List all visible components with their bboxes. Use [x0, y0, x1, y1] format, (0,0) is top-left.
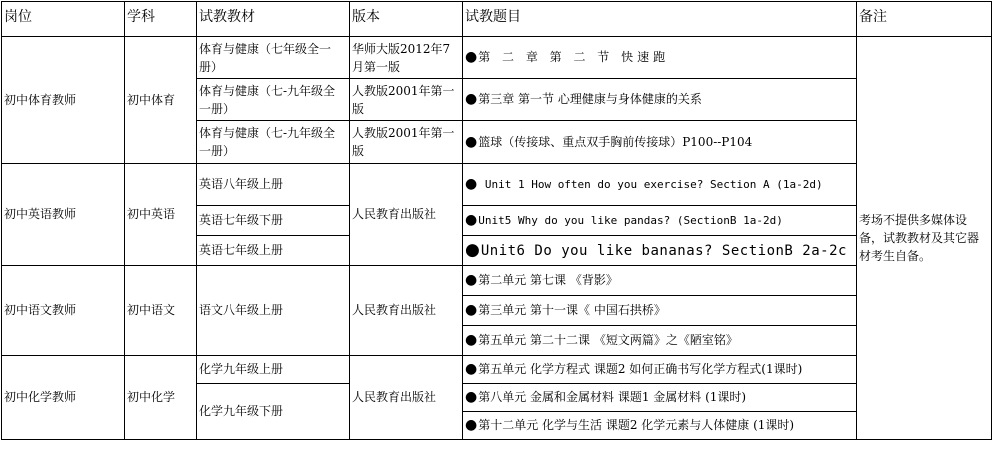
header-topic: 试教题目: [463, 2, 857, 37]
edition-cell: 华师大版2012年7月第一版: [350, 37, 463, 79]
bullet-icon: ●: [465, 389, 478, 405]
textbook-cell: 语文八年级上册: [197, 266, 350, 356]
table-row: [2, 356, 992, 384]
textbook-cell: 英语八年级上册: [197, 164, 350, 206]
topic-cell: ●篮球（传接球、重点双手胸前传接球）P100--P104: [463, 121, 857, 164]
textbook-cell: 化学九年级下册: [197, 384, 350, 440]
bullet-icon: ●: [465, 91, 478, 107]
textbook-cell: 体育与健康（七-九年级全一册）: [197, 121, 350, 164]
bullet-icon: ●: [465, 302, 478, 318]
topic-cell: ●第三章 第一节 心理健康与身体健康的关系: [463, 79, 857, 121]
edition-cell: 人民教育出版社: [350, 266, 463, 356]
header-edition: 版本: [350, 2, 463, 37]
bullet-icon: ●: [465, 332, 478, 348]
topic-cell: ●第五单元 化学方程式 课题2 如何正确书写化学方程式(1课时): [463, 356, 857, 384]
bullet-icon: ●: [465, 417, 478, 433]
header-row: [2, 2, 992, 37]
topic-cell: ●第三单元 第十一课《 中国石拱桥》: [463, 296, 857, 326]
topic-cell: ●第二单元 第七课 《背影》: [463, 266, 857, 296]
topic-cell: ●Unit6 Do you like bananas? SectionB 2a-2c: [463, 236, 857, 266]
bullet-icon: ●: [465, 49, 478, 65]
subject-cell: 初中语文: [125, 266, 197, 356]
textbook-cell: 体育与健康（七年级全一册）: [197, 37, 350, 79]
subject-cell: 初中化学: [125, 356, 197, 440]
edition-cell: 人教版2001年第一版: [350, 79, 463, 121]
subject-cell: 初中体育: [125, 37, 197, 164]
textbook-cell: 英语七年级上册: [197, 236, 350, 266]
edition-cell: 人教版2001年第一版: [350, 121, 463, 164]
table-row: [2, 164, 992, 206]
topic-cell: ● Unit 1 How often do you exercise? Section A (1a-2d): [463, 164, 857, 206]
bullet-icon: ●: [465, 133, 478, 150]
bullet-icon: ●: [465, 176, 478, 192]
header-subject: 学科: [125, 2, 197, 37]
bullet-icon: ●: [465, 239, 480, 260]
table-row: [2, 37, 992, 79]
recruitment-schedule-table: [1, 1, 992, 440]
position-cell: 初中体育教师: [2, 37, 125, 164]
edition-cell: 人民教育出版社: [350, 356, 463, 440]
textbook-cell: 英语七年级下册: [197, 206, 350, 236]
position-cell: 初中语文教师: [2, 266, 125, 356]
remark-cell: 考场不提供多媒体设备，试教教材及其它器材考生自备。: [857, 37, 992, 440]
textbook-cell: 化学九年级上册: [197, 356, 350, 384]
textbook-cell: 体育与健康（七-九年级全一册）: [197, 79, 350, 121]
subject-cell: 初中英语: [125, 164, 197, 266]
topic-cell: ●第十二单元 化学与生活 课题2 化学元素与人体健康 (1课时): [463, 412, 857, 440]
bullet-icon: ●: [465, 272, 478, 288]
table-row: [2, 266, 992, 296]
header-position: 岗位: [2, 2, 125, 37]
topic-cell: ●第八单元 金属和金属材料 课题1 金属材料 (1课时): [463, 384, 857, 412]
topic-cell: ●第五单元 第二十二课 《短文两篇》之《陋室铭》: [463, 326, 857, 356]
position-cell: 初中化学教师: [2, 356, 125, 440]
header-textbook: 试教教材: [197, 2, 350, 37]
topic-cell: ●Unit5 Why do you like pandas? (SectionB 1a-2d): [463, 206, 857, 236]
edition-cell: 人民教育出版社: [350, 164, 463, 266]
topic-cell: ●第 二 章 第 二 节 快速跑: [463, 37, 857, 79]
header-remark: 备注: [857, 2, 992, 37]
bullet-icon: ●: [465, 212, 478, 228]
position-cell: 初中英语教师: [2, 164, 125, 266]
bullet-icon: ●: [465, 361, 478, 377]
